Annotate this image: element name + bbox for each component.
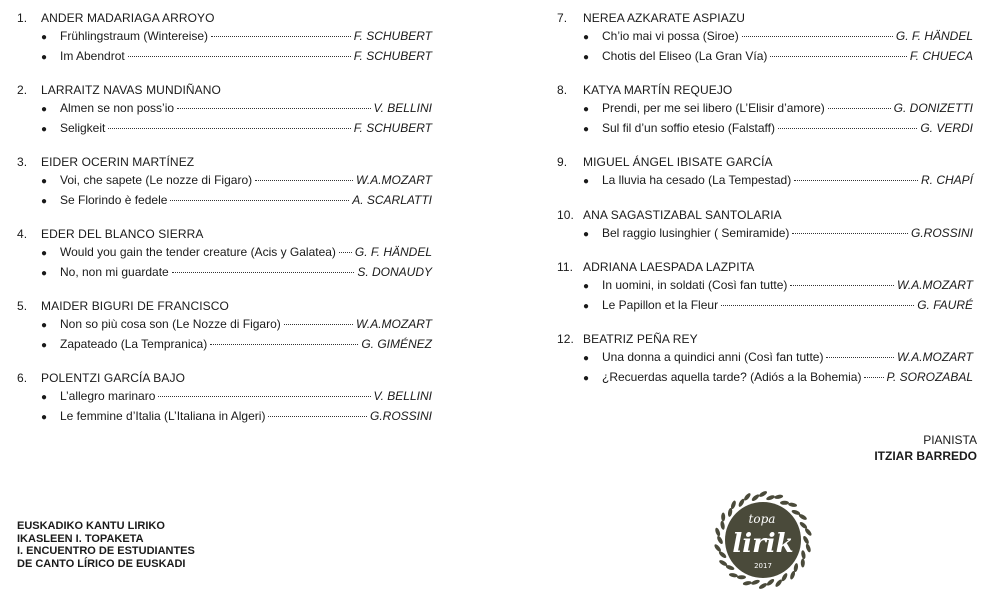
singer-name: ADRIANA LAESPADA LAZPITA xyxy=(583,260,755,274)
program-left-column xyxy=(17,10,432,426)
composer-name: F. SCHUBERT xyxy=(353,120,432,135)
composer-name: A. SCARLATTI xyxy=(352,192,432,207)
composer-name: F. SCHUBERT xyxy=(353,29,432,43)
composer-name: V. BELLINI xyxy=(373,389,432,403)
wreath-leaf xyxy=(751,493,760,502)
song-row xyxy=(41,243,432,263)
bullet-icon: ● xyxy=(583,372,590,384)
song-title: Zapateado (La Tempranica) xyxy=(60,336,208,351)
bullet-icon: ● xyxy=(583,104,590,115)
bullet-icon: ● xyxy=(41,248,48,259)
singer-row xyxy=(17,82,432,99)
bullet-icon: ● xyxy=(41,320,48,331)
dot-leader xyxy=(742,36,893,37)
song-row xyxy=(41,47,432,67)
wreath-leaf xyxy=(805,543,812,553)
pianist-credit xyxy=(874,432,977,464)
song-row xyxy=(41,335,432,355)
program-entry xyxy=(557,82,973,138)
wreath-leaf xyxy=(758,582,768,590)
song-title: Prendi, per me sei libero (L’Elisir d’amore) xyxy=(602,101,825,115)
song-title: Le femmine d’Italia (L’Italiana in Algeri) xyxy=(60,408,266,423)
program-entry xyxy=(17,370,432,426)
dot-leader xyxy=(255,180,353,181)
composer-name: F. CHUECA xyxy=(909,48,973,63)
pianist-label: PIANISTA xyxy=(923,433,977,447)
song-row xyxy=(583,276,973,296)
singer-row xyxy=(557,82,973,99)
singer-name: POLENTZI GARCÍA BAJO xyxy=(41,371,186,385)
entry-number: 12. xyxy=(557,332,574,346)
composer-name: G. F. HÄNDEL xyxy=(895,29,973,43)
song-title: Se Florindo è fedele xyxy=(60,192,168,207)
entry-number: 11. xyxy=(557,260,574,274)
song-row xyxy=(583,27,973,47)
dot-leader xyxy=(770,56,906,57)
singer-row xyxy=(557,259,973,276)
song-title: Frühlingstraum (Wintereise) xyxy=(60,29,209,43)
program-entry xyxy=(17,154,432,210)
song-title: Ch’io mai vi possa (Siroe) xyxy=(602,29,739,43)
event-title-line: IKASLEEN I. TOPAKETA xyxy=(17,532,144,545)
toplirik-logo xyxy=(712,489,814,591)
bullet-icon: ● xyxy=(583,353,590,364)
song-title: Una donna a quindici anni (Così fan tutte) xyxy=(602,350,824,364)
wreath-leaf xyxy=(780,501,789,505)
singer-row xyxy=(557,154,973,171)
dot-leader xyxy=(284,324,353,325)
wreath-leaf xyxy=(721,513,725,522)
wreath-leaf xyxy=(743,580,753,586)
entry-spacer xyxy=(557,315,973,331)
composer-name: G.ROSSINI xyxy=(369,408,432,423)
bullet-icon: ● xyxy=(583,281,590,292)
song-row xyxy=(583,296,973,316)
song-row xyxy=(583,99,973,119)
singer-row xyxy=(557,10,973,27)
entry-spacer xyxy=(17,282,432,298)
dot-leader xyxy=(778,128,917,129)
bullet-icon: ● xyxy=(583,51,590,63)
wreath-leaf xyxy=(766,578,775,587)
singer-row xyxy=(17,226,432,243)
dot-leader xyxy=(790,285,894,286)
singer-name: EDER DEL BLANCO SIERRA xyxy=(41,227,204,241)
program-entry xyxy=(557,154,973,191)
composer-name: P. SOROZABAL xyxy=(886,369,973,384)
composer-name: S. DONAUDY xyxy=(357,264,432,279)
singer-name: MIGUEL ÁNGEL IBISATE GARCÍA xyxy=(583,155,773,169)
bullet-icon: ● xyxy=(41,104,48,115)
dot-leader xyxy=(211,36,351,37)
singer-name: MAIDER BIGURI DE FRANCISCO xyxy=(41,299,229,313)
entry-spacer xyxy=(557,191,973,207)
song-row xyxy=(41,315,432,335)
dot-leader xyxy=(339,252,352,253)
singer-row xyxy=(557,331,973,348)
wreath-leaf xyxy=(788,502,798,508)
dot-leader xyxy=(108,128,350,129)
wreath-leaf xyxy=(802,535,810,545)
bullet-icon: ● xyxy=(41,32,48,43)
wreath-leaf xyxy=(804,527,813,536)
dot-leader xyxy=(172,272,355,273)
dot-leader xyxy=(826,357,894,358)
singer-name: ANDER MADARIAGA ARROYO xyxy=(41,11,215,25)
singer-name: NEREA AZKARATE ASPIAZU xyxy=(583,11,746,25)
entry-number: 10. xyxy=(557,207,574,222)
singer-row xyxy=(17,154,432,171)
program-entry xyxy=(17,82,432,138)
entry-spacer xyxy=(17,138,432,154)
entry-number: 6. xyxy=(17,371,28,385)
dot-leader xyxy=(268,416,367,417)
composer-name: G. DONIZETTI xyxy=(893,101,973,115)
singer-row xyxy=(17,370,432,387)
composer-name: W.A.MOZART xyxy=(356,173,432,187)
song-row xyxy=(583,47,973,67)
song-title: In uomini, in soldati (Così fan tutte) xyxy=(602,278,788,292)
song-row xyxy=(41,387,432,407)
song-title: Voi, che sapete (Le nozze di Figaro) xyxy=(60,173,253,187)
singer-row xyxy=(557,207,973,224)
bullet-icon: ● xyxy=(583,123,590,135)
entry-number: 1. xyxy=(17,11,28,25)
dot-leader xyxy=(828,108,891,109)
composer-name: G. VERDI xyxy=(920,120,973,135)
wreath-leaf xyxy=(714,527,721,537)
program-entry xyxy=(17,10,432,66)
entry-spacer xyxy=(557,138,973,154)
dot-leader xyxy=(170,200,349,201)
composer-name: F. SCHUBERT xyxy=(353,48,432,63)
event-title-line: DE CANTO LÍRICO DE EUSKADI xyxy=(17,557,186,570)
entry-spacer xyxy=(17,210,432,226)
wreath-leaf xyxy=(751,579,761,586)
entry-number: 9. xyxy=(557,155,568,169)
composer-name: W.A.MOZART xyxy=(897,350,973,364)
bullet-icon: ● xyxy=(41,267,48,279)
bullet-icon: ● xyxy=(583,32,590,43)
bullet-icon: ● xyxy=(583,176,590,187)
composer-name: G. FAURÉ xyxy=(917,297,973,312)
entry-spacer xyxy=(17,66,432,82)
song-title: Almen se non poss’io xyxy=(60,101,175,115)
song-title: ¿Recuerdas aquella tarde? (Adiós a la Bohemia) xyxy=(602,369,862,384)
song-row xyxy=(583,224,973,244)
singer-name: LARRAITZ NAVAS MUNDIÑANO xyxy=(41,83,221,97)
wreath-leaf xyxy=(801,550,807,560)
composer-name: V. BELLINI xyxy=(373,101,432,115)
composer-name: W.A.MOZART xyxy=(356,317,432,331)
wreath-leaf xyxy=(716,535,724,545)
wreath-leaf xyxy=(729,572,739,578)
song-row xyxy=(41,171,432,191)
program-entry xyxy=(17,226,432,282)
bullet-icon: ● xyxy=(41,411,48,423)
composer-name: W.A.MOZART xyxy=(897,278,973,292)
entry-number: 5. xyxy=(17,299,28,313)
singer-name: ANA SAGASTIZABAL SANTOLARIA xyxy=(583,207,782,222)
composer-name: G. GIMÉNEZ xyxy=(361,336,432,351)
bullet-icon: ● xyxy=(41,123,48,135)
event-title-line: EUSKADIKO KANTU LIRIKO xyxy=(17,520,165,532)
wreath-leaf xyxy=(799,521,808,530)
entry-number: 8. xyxy=(557,83,568,97)
bullet-icon: ● xyxy=(583,228,590,240)
wreath-leaf xyxy=(737,575,746,579)
song-title: Seligkeit xyxy=(60,120,106,135)
program-entry xyxy=(557,10,973,66)
entry-number: 2. xyxy=(17,83,28,97)
song-row xyxy=(583,368,973,388)
event-title-line: I. ENCUENTRO DE ESTUDIANTES xyxy=(17,545,195,557)
entry-spacer xyxy=(557,243,973,259)
singer-name: BEATRIZ PEÑA REY xyxy=(583,332,698,346)
song-row xyxy=(41,27,432,47)
dot-leader xyxy=(794,180,918,181)
song-row xyxy=(583,119,973,139)
entry-number: 7. xyxy=(557,11,568,25)
wreath-leaf xyxy=(801,559,805,568)
event-title xyxy=(17,520,195,570)
song-title: Im Abendrot xyxy=(60,48,125,63)
singer-row xyxy=(17,10,432,27)
wreath-leaf xyxy=(718,550,727,559)
wreath-leaf xyxy=(758,490,768,498)
singer-name: EIDER OCERIN MARTÍNEZ xyxy=(41,155,195,169)
song-title: Would you gain the tender creature (Acis y Galatea) xyxy=(60,245,336,259)
program-entry xyxy=(17,298,432,354)
logo-main-text: lirik xyxy=(732,529,794,559)
pianist-name: ITZIAR BARREDO xyxy=(874,449,977,463)
composer-name: R. CHAPÍ xyxy=(920,173,973,187)
dot-leader xyxy=(177,108,370,109)
logo-top-text: topa xyxy=(748,512,776,526)
logo-year-text: 2017 xyxy=(754,562,772,570)
song-title: Sul fil d’un soffio etesio (Falstaff) xyxy=(602,120,775,135)
program-entry xyxy=(557,259,973,315)
program-entry xyxy=(557,207,973,244)
singer-name: KATYA MARTÍN REQUEJO xyxy=(583,83,733,97)
dot-leader xyxy=(128,56,351,57)
bullet-icon: ● xyxy=(41,339,48,351)
song-row xyxy=(41,119,432,139)
composer-name: G.ROSSINI xyxy=(910,225,973,240)
dot-leader xyxy=(792,233,908,234)
song-row xyxy=(583,348,973,368)
singer-row xyxy=(17,298,432,315)
entry-number: 4. xyxy=(17,227,28,241)
program-entry xyxy=(557,331,973,387)
dot-leader xyxy=(721,305,914,306)
entry-number: 3. xyxy=(17,155,28,169)
entry-spacer xyxy=(17,354,432,370)
bullet-icon: ● xyxy=(583,300,590,312)
song-title: La lluvia ha cesado (La Tempestad) xyxy=(602,173,792,187)
song-title: Chotis del Eliseo (La Gran Vía) xyxy=(602,48,768,63)
composer-name: G. F. HÄNDEL xyxy=(354,245,432,259)
bullet-icon: ● xyxy=(41,51,48,63)
song-title: Non so più cosa son (Le Nozze di Figaro) xyxy=(60,317,281,331)
bullet-icon: ● xyxy=(41,392,48,403)
entry-spacer xyxy=(557,66,973,82)
wreath-leaf xyxy=(713,543,722,552)
song-row xyxy=(41,407,432,427)
program-right-column xyxy=(557,10,973,387)
wreath-leaf xyxy=(774,494,784,500)
song-title: Bel raggio lusinghier ( Semiramide) xyxy=(602,225,790,240)
dot-leader xyxy=(864,377,883,378)
dot-leader xyxy=(210,344,358,345)
bullet-icon: ● xyxy=(41,176,48,187)
song-row xyxy=(583,171,973,191)
song-title: Le Papillon et la Fleur xyxy=(602,297,719,312)
song-row xyxy=(41,191,432,211)
dot-leader xyxy=(158,396,370,397)
song-title: L’allegro marinaro xyxy=(60,389,156,403)
wreath-leaf xyxy=(766,494,776,501)
wreath-leaf xyxy=(720,521,726,531)
bullet-icon: ● xyxy=(41,195,48,207)
song-row xyxy=(41,99,432,119)
song-row xyxy=(41,263,432,283)
song-title: No, non mi guardate xyxy=(60,264,169,279)
